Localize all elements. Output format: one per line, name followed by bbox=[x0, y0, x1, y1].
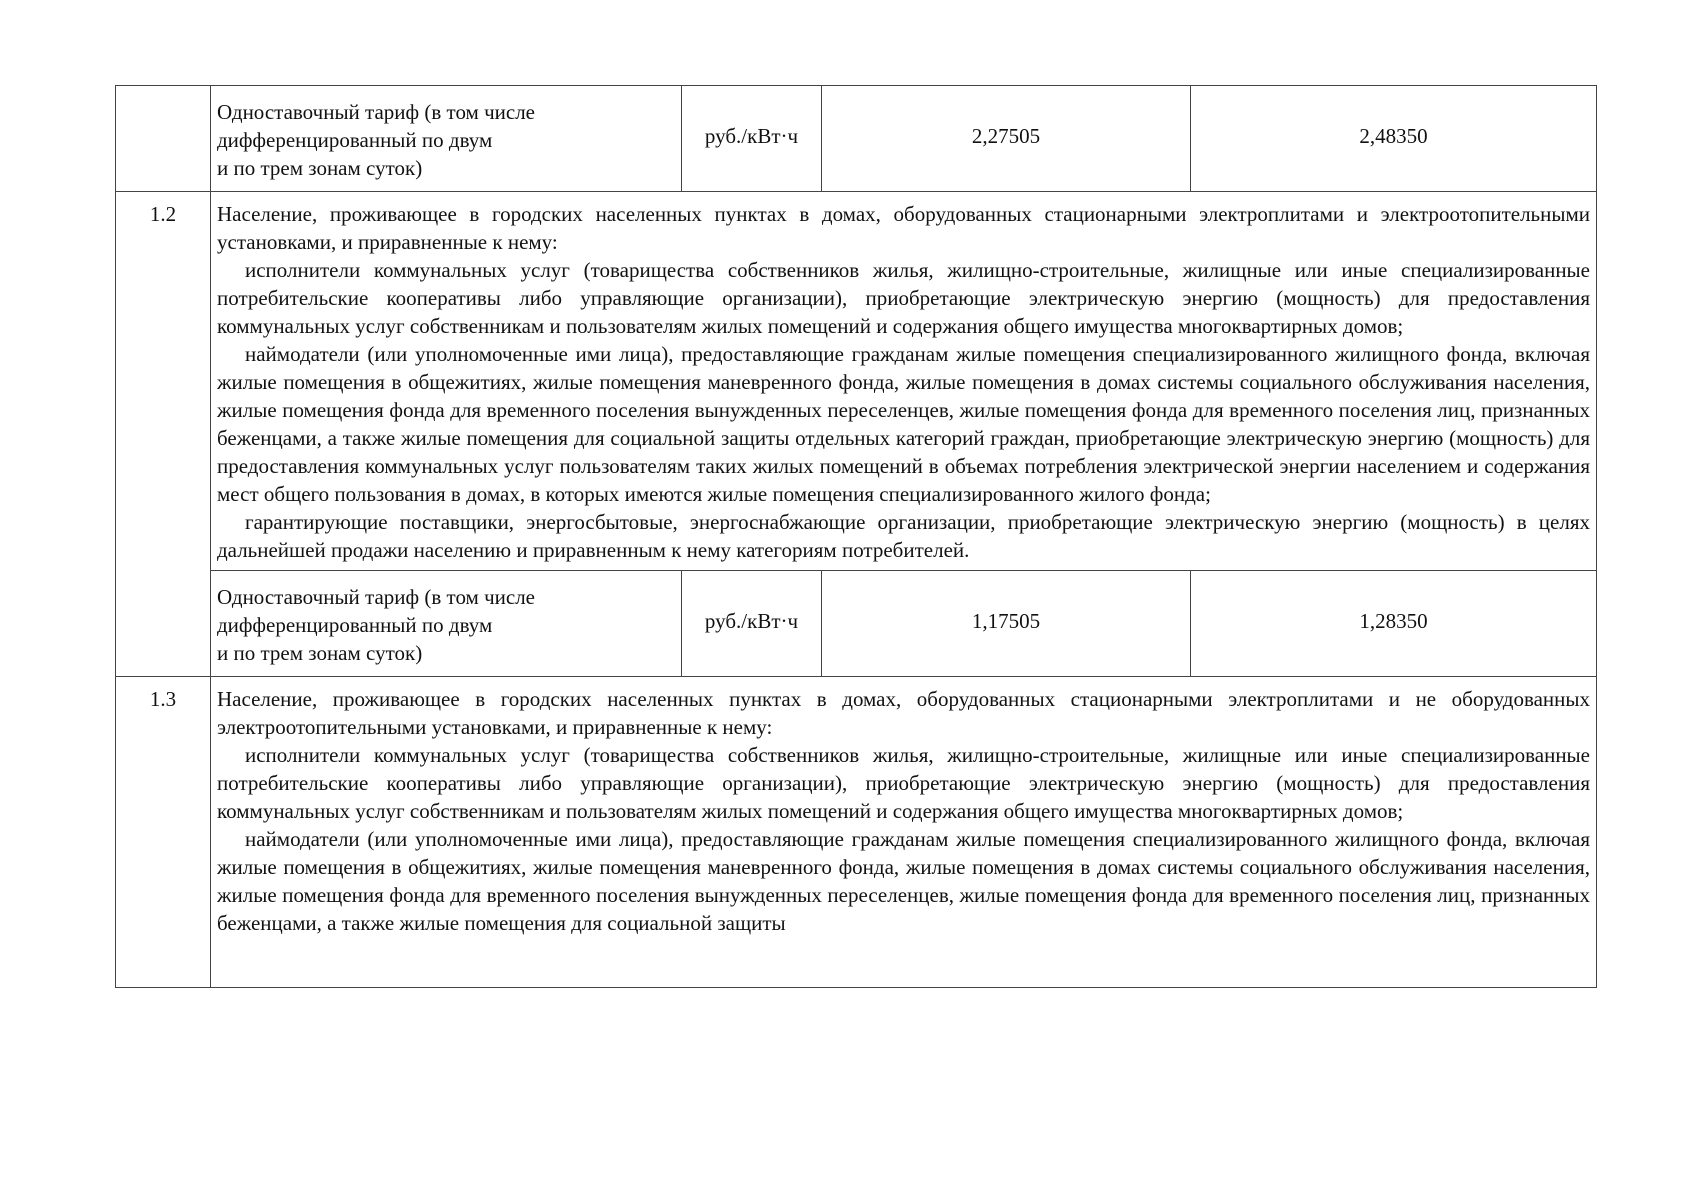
section-description bbox=[211, 677, 1597, 988]
tariff-name-cell bbox=[211, 86, 682, 192]
row-number: 1.3 bbox=[116, 677, 211, 988]
section-paragraph: наймодатели (или уполномоченные ими лица), предоставляющие гражданам жилые помещения специализированного жилищного фонда, включая жилые помещения в общежитиях, жилые помещения маневренного фонда, жилые помещения в домах системы социального обслуживания населения, жилые помещения фонда для временного поселения вынужденных переселенцев, жилые помещения фонда для временного поселения лиц, признанных беженцами, а также жилые помещения для социальной защиты отдельных категорий граждан, приобретающие электрическую энергию (мощность) для предоставления коммунальных услуг пользователям таких жилых помещений в объемах потребления электрической энергии населением и содержания мест общего пользования в домах, в которых имеются жилые помещения специализированного жилого фонда; bbox=[217, 342, 1590, 506]
section-paragraph: исполнители коммунальных услуг (товарищества собственников жилья, жилищно-строительные, жилищные или иные специализированные потребительские кооперативы либо управляющие организации), приобретающие электрическую энергию (мощность) для предоставления коммунальных услуг собственникам и пользователям жилых помещений и содержания общего имущества многоквартирных домов; bbox=[217, 258, 1590, 338]
section-intro: Население, проживающее в городских населенных пунктах в домах, оборудованных стационарными электроплитами и электроотопительными установками, и приравненные к нему: bbox=[217, 202, 1590, 254]
tariff-name-cell bbox=[211, 571, 682, 677]
value-cell-1: 1,17505 bbox=[822, 571, 1191, 677]
section-description-content bbox=[217, 685, 1590, 973]
tariff-name: Одноставочный тариф (в том числе дифференцированный по двум и по трем зонам суток) bbox=[217, 585, 536, 665]
value-cell-1: 2,27505 bbox=[822, 86, 1191, 192]
section-description bbox=[211, 192, 1597, 571]
section-paragraph: наймодатели (или уполномоченные ими лица), предоставляющие гражданам жилые помещения специализированного жилищного фонда, включая жилые помещения в общежитиях, жилые помещения маневренного фонда, жилые помещения в домах системы социального обслуживания населения, жилые помещения фонда для временного поселения вынужденных переселенцев, жилые помещения фонда для временного поселения лиц, признанных беженцами, а также жилые помещения для социальной защиты bbox=[217, 827, 1590, 935]
tariff-row bbox=[116, 86, 1597, 192]
section-row bbox=[116, 192, 1597, 571]
tariff-row bbox=[116, 571, 1597, 677]
tariff-table bbox=[115, 85, 1597, 988]
section-paragraph: гарантирующие поставщики, энергосбытовые, энергоснабжающие организации, приобретающие электрическую энергию (мощность) в целях дальнейшей продажи населению и приравненным к нему категориям потребителей. bbox=[217, 510, 1590, 562]
row-number: 1.2 bbox=[116, 192, 211, 677]
section-paragraph: исполнители коммунальных услуг (товарищества собственников жилья, жилищно-строительные, жилищные или иные специализированные потребительские кооперативы либо управляющие организации), приобретающие электрическую энергию (мощность) для предоставления коммунальных услуг собственникам и пользователям жилых помещений и содержания общего имущества многоквартирных домов; bbox=[217, 743, 1590, 823]
section-intro: Население, проживающее в городских населенных пунктах в домах, оборудованных стационарными электроплитами и не оборудованных электроотопительными установками, и приравненные к нему: bbox=[217, 687, 1590, 739]
unit-cell: руб./кВт·ч bbox=[682, 571, 822, 677]
value-cell-2: 2,48350 bbox=[1191, 86, 1597, 192]
tariff-name: Одноставочный тариф (в том числе дифференцированный по двум и по трем зонам суток) bbox=[217, 100, 536, 180]
value-cell-2: 1,28350 bbox=[1191, 571, 1597, 677]
section-row bbox=[116, 677, 1597, 988]
unit-cell: руб./кВт·ч bbox=[682, 86, 822, 192]
row-number-cell bbox=[116, 86, 211, 192]
